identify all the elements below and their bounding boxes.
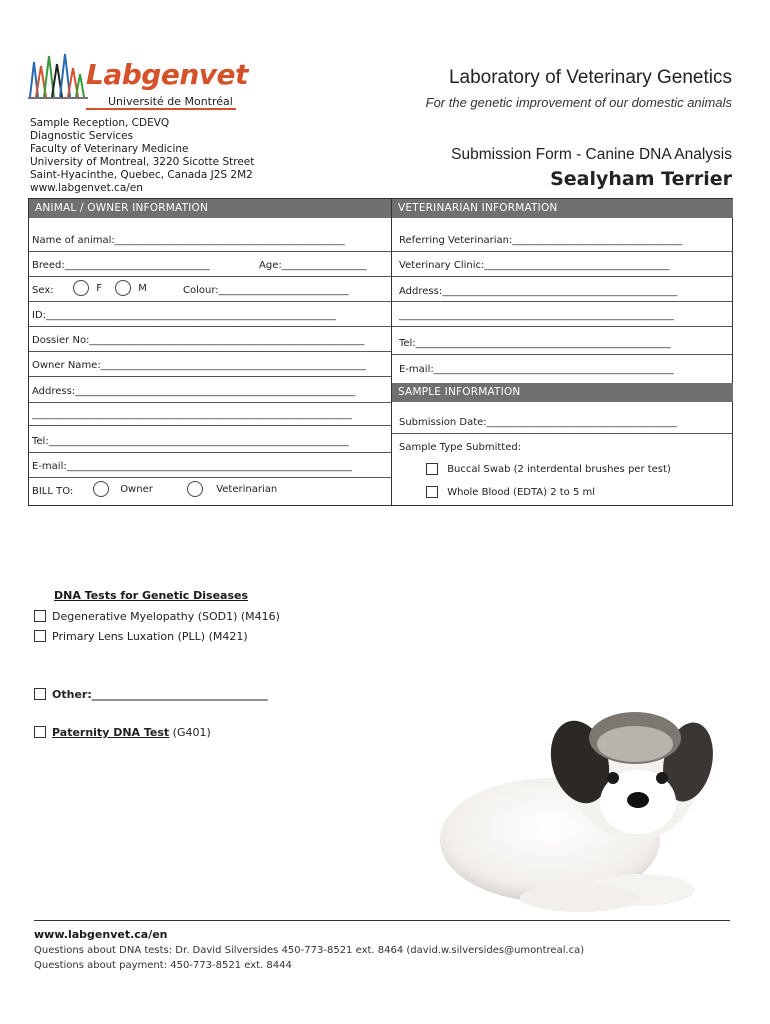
dossier-field[interactable]: Dossier No:_______________________________________________________	[32, 335, 365, 346]
row-divider	[392, 276, 733, 277]
row-divider	[29, 326, 391, 327]
sample-type-label: Sample Type Submitted:	[399, 442, 522, 453]
owner-tel-field[interactable]: Tel:____________________________________________________________	[32, 436, 349, 447]
bill-to-label: BILL TO:	[32, 486, 74, 497]
lab-title: Laboratory of Veterinary Genetics	[448, 67, 732, 88]
test-pll-checkbox[interactable]	[34, 630, 46, 642]
id-field[interactable]: ID:__________________________________________________________	[32, 310, 337, 321]
animal-name-field[interactable]: Name of animal:______________________________________________	[32, 235, 345, 246]
row-divider	[392, 301, 733, 302]
footer-dna-contact: Questions about DNA tests: Dr. David Silversides 450-773-8521 ext. 8464 (david.w.silversides@umontreal.ca)	[34, 945, 585, 956]
test-option-paternity[interactable]	[34, 726, 211, 739]
row-divider	[392, 251, 733, 252]
sex-label: Sex:	[32, 285, 54, 296]
test-paternity-label: Paternity DNA Test	[52, 726, 170, 739]
test-paternity-checkbox[interactable]	[34, 726, 46, 738]
vet-clinic-field[interactable]: Veterinary Clinic:_____________________________________	[399, 260, 670, 271]
test-option-sod1[interactable]	[34, 610, 280, 623]
footer-divider	[34, 920, 730, 921]
vet-address-line2[interactable]: _______________________________________________________	[399, 310, 674, 321]
breed-field[interactable]: Breed:_____________________________	[32, 260, 210, 271]
bill-vet-option[interactable]	[187, 481, 277, 497]
row-divider	[29, 351, 391, 352]
bill-owner-radio[interactable]	[93, 481, 109, 497]
address-line: Diagnostic Services	[30, 130, 134, 142]
logo-subtitle: Université de Montréal	[108, 95, 233, 108]
row-divider	[392, 354, 733, 355]
row-divider	[29, 477, 391, 478]
whole-blood-checkbox[interactable]	[426, 486, 438, 498]
dna-tests-heading: DNA Tests for Genetic Diseases	[54, 589, 249, 602]
owner-email-field[interactable]: E-mail:_________________________________________________________	[32, 461, 352, 472]
sex-f-radio[interactable]	[73, 280, 89, 296]
test-paternity-code: (G401)	[169, 726, 211, 739]
row-divider	[392, 433, 733, 434]
test-sod1-checkbox[interactable]	[34, 610, 46, 622]
submission-form-table	[28, 198, 733, 506]
age-field[interactable]: Age:_________________	[259, 260, 367, 271]
row-divider	[29, 251, 391, 252]
sex-f-option[interactable]	[73, 280, 102, 296]
row-divider	[29, 402, 391, 403]
labgenvet-logo	[28, 48, 248, 112]
vet-email-field[interactable]: E-mail:________________________________________________	[399, 364, 674, 375]
buccal-swab-option[interactable]	[426, 463, 671, 475]
bill-vet-label: Veterinarian	[216, 484, 278, 495]
logo-underline	[86, 108, 236, 110]
buccal-swab-checkbox[interactable]	[426, 463, 438, 475]
dna-sequence-logo-icon	[28, 52, 88, 102]
whole-blood-label: Whole Blood (EDTA) 2 to 5 ml	[447, 487, 596, 498]
footer-website-link[interactable]: www.labgenvet.ca/en	[34, 928, 168, 941]
form-title: Submission Form - Canine DNA Analysis	[451, 146, 732, 163]
footer-payment-contact: Questions about payment: 450-773-8521 ext. 8444	[34, 960, 292, 971]
row-divider	[29, 376, 391, 377]
whole-blood-option[interactable]	[426, 486, 595, 498]
row-divider	[29, 276, 391, 277]
sex-m-option[interactable]	[115, 280, 147, 296]
logo-text: Labgenvet	[86, 58, 248, 91]
lab-subtitle: For the genetic improvement of our domestic animals	[425, 95, 732, 110]
sex-m-label: M	[138, 283, 147, 294]
sex-m-radio[interactable]	[115, 280, 131, 296]
buccal-swab-label: Buccal Swab (2 interdental brushes per test)	[447, 464, 671, 475]
referring-vet-field[interactable]: Referring Veterinarian:__________________________________	[399, 235, 683, 246]
test-pll-label: Primary Lens Luxation (PLL) (M421)	[52, 630, 248, 643]
test-option-pll[interactable]	[34, 630, 248, 643]
row-divider	[29, 452, 391, 453]
colour-field[interactable]: Colour:__________________________	[183, 285, 349, 296]
row-divider	[29, 301, 391, 302]
lab-address	[30, 117, 270, 195]
submission-date-field[interactable]: Submission Date:______________________________________	[399, 417, 677, 428]
address-line: University of Montreal, 3220 Sicotte Street	[30, 156, 255, 168]
sample-info-heading: SAMPLE INFORMATION	[392, 383, 733, 402]
owner-address-field[interactable]: Address:________________________________________________________	[32, 386, 356, 397]
veterinarian-heading: VETERINARIAN INFORMATION	[392, 199, 733, 218]
animal-owner-heading: ANIMAL / OWNER INFORMATION	[29, 199, 391, 218]
test-other-label[interactable]: Other:________________________________	[52, 688, 268, 701]
test-other-checkbox[interactable]	[34, 688, 46, 700]
test-option-other[interactable]	[34, 688, 268, 701]
bill-owner-option[interactable]	[93, 481, 153, 497]
sealyham-terrier-puppy-image	[430, 700, 750, 920]
address-line: Sample Reception, CDEVQ	[30, 117, 170, 129]
sex-f-label: F	[96, 283, 102, 294]
owner-name-field[interactable]: Owner Name:_____________________________________________________	[32, 360, 366, 371]
owner-address-line2[interactable]: ________________________________________________________________	[32, 409, 352, 420]
address-line: www.labgenvet.ca/en	[30, 182, 143, 194]
test-sod1-label: Degenerative Myelopathy (SOD1) (M416)	[52, 610, 280, 623]
vet-tel-field[interactable]: Tel:___________________________________________________	[399, 338, 671, 349]
column-divider	[391, 199, 392, 505]
row-divider	[392, 326, 733, 327]
vet-address-field[interactable]: Address:_______________________________________________	[399, 286, 678, 297]
address-line: Faculty of Veterinary Medicine	[30, 143, 189, 155]
bill-owner-label: Owner	[120, 484, 153, 495]
address-line: Saint-Hyacinthe, Quebec, Canada J2S 2M2	[30, 169, 253, 181]
breed-title: Sealyham Terrier	[550, 168, 732, 190]
row-divider	[29, 425, 391, 426]
bill-vet-radio[interactable]	[187, 481, 203, 497]
